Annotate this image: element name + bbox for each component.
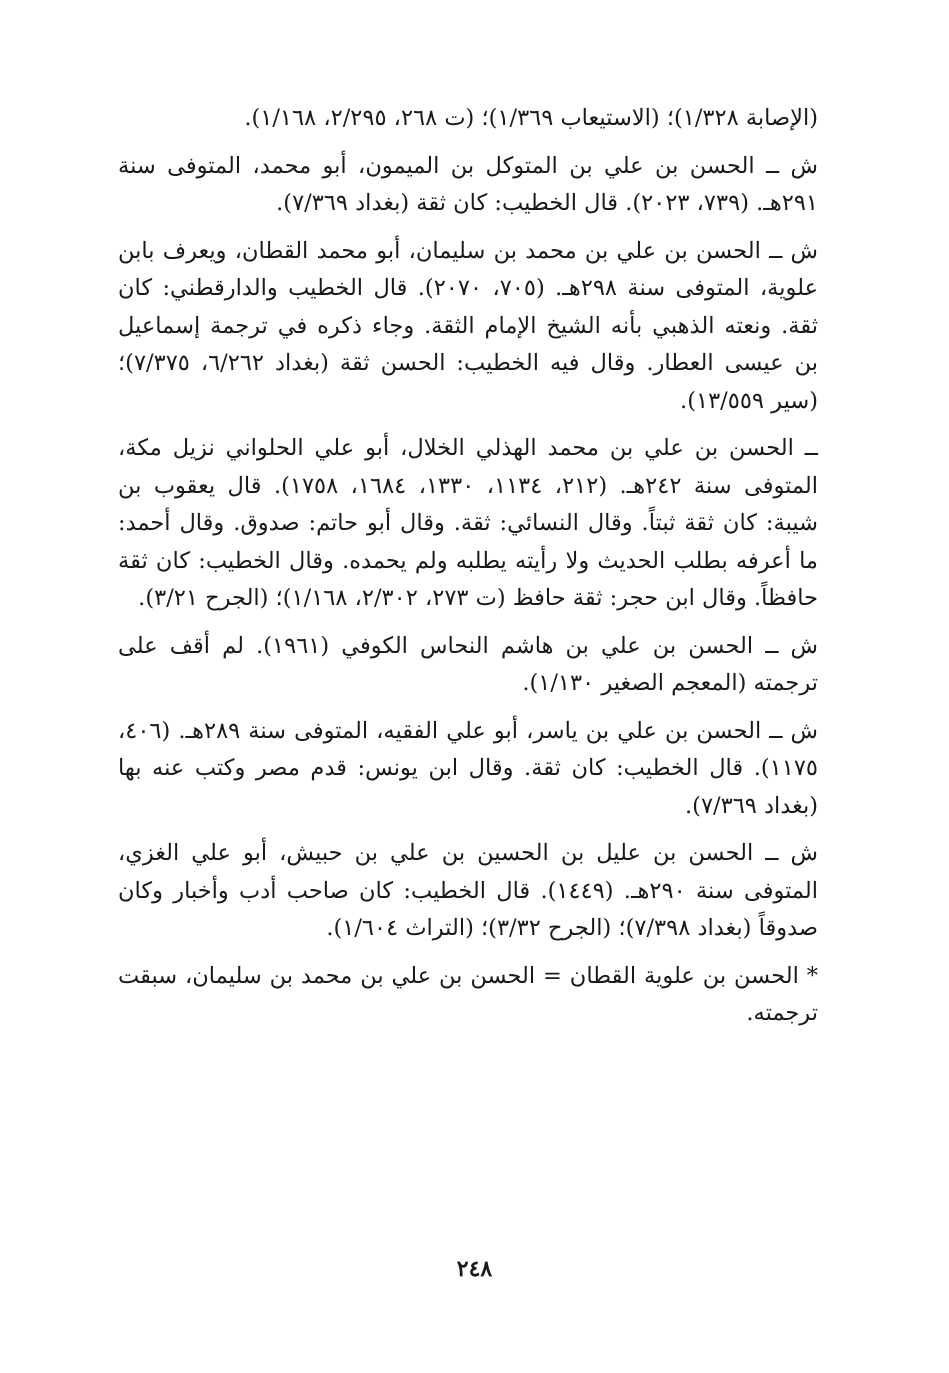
entry-cross-reference: * الحسن بن علوية القطان = الحسن بن علي بن محمد بن سليمان، سبقت ترجمته. [118,962,818,1026]
entry-hasan-ibn-ali-al-nahhas: ش ــ الحسن بن علي بن هاشم النحاس الكوفي (١٩٦١). لم أقف على ترجمته (المعجم الصغير ١/١٣٠). [118,632,818,696]
entry-hasan-ibn-ali-al-mutawakkil: ش ــ الحسن بن علي بن المتوكل بن الميمون، أبو محمد، المتوفى سنة ٢٩١هـ. (٧٣٩، ٢٠٢٣). قال الخطيب: كان ثقة (بغداد ٧/٣٦٩). [118,152,818,216]
page-number: ٢٤٨ [456,1256,493,1282]
page-body [118,100,818,1033]
entry-hasan-ibn-ali-al-hulwani: ــ الحسن بن علي بن محمد الهذلي الخلال، أبو علي الحلواني نزيل مكة، المتوفى سنة ٢٤٢هـ. (٢١٢، ١١٣٤، ١٣٣٠، ١٦٨٤، ١٧٥٨). قال يعقوب بن شيبة: كان ثقة ثبتاً. وقال النسائي: ثقة. وقال أبو حاتم: صدوق. وقال أحمد: ما أعرفه بطلب الحديث ولا رأيته يطلبه ولم يحمده. وقال الخطيب: كان ثقة حافظاً. وقال ابن حجر: ثقة حافظ (ت ٢٧٣، ٢/٣٠٢، ١/١٦٨)؛ (الجرح ٣/٢١). [118,435,819,611]
entry-hasan-ibn-ali-al-qattan: ش ــ الحسن بن علي بن محمد بن سليمان، أبو محمد القطان، ويعرف بابن علوية، المتوفى سنة ٢٩٨هـ. (٧٠٥، ٢٠٧٠). قال الخطيب والدارقطني: كان ثقة. ونعته الذهبي بأنه الشيخ الإمام الثقة. وجاء ذكره في ترجمة إسماعيل بن عيسى العطار. وقال فيه الخطيب: الحسن ثقة (بغداد ٦/٢٦٢، ٧/٣٧٥)؛ (سير ١٣/٥٥٩). [118,237,819,414]
entry-hasan-ibn-alil-al-ghazzi: ش ــ الحسن بن عليل بن الحسين بن علي بن حبيش، أبو علي الغزي، المتوفى سنة ٢٩٠هـ. (١٤٤٩). قال الخطيب: كان صاحب أدب وأخبار وكان صدوقاً (بغداد ٧/٣٩٨)؛ (الجرح ٣/٣٢)؛ (التراث ١/٦٠٤). [118,840,818,941]
entry-continuation: (الإصابة ١/٣٢٨)؛ (الاستيعاب ١/٣٦٩)؛ (ت ٢٦٨، ٢/٢٩٥، ١/١٦٨). [244,105,818,131]
entry-hasan-ibn-ali-ibn-yasir: ش ــ الحسن بن علي بن ياسر، أبو علي الفقيه، المتوفى سنة ٢٨٩هـ. (٤٠٦، ١١٧٥). قال الخطيب: كان ثقة. وقال ابن يونس: قدم مصر وكتب عنه بها (بغداد ٧/٣٦٩). [118,717,818,819]
